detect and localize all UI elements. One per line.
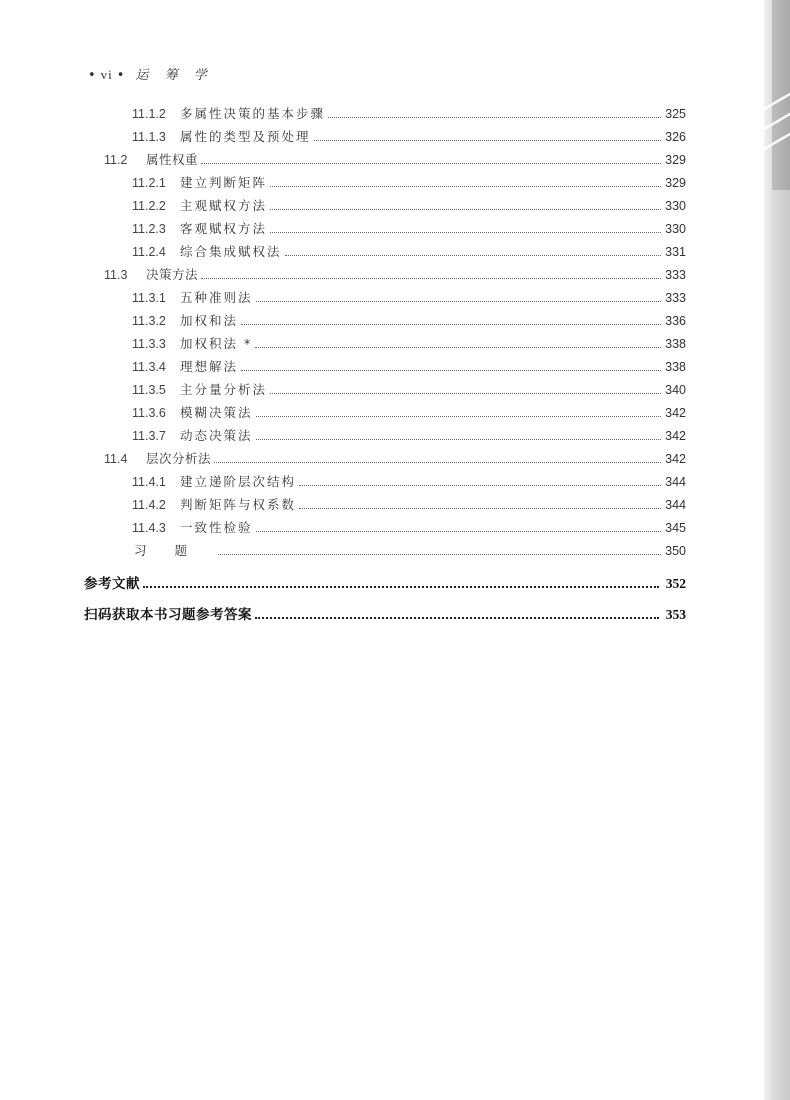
toc-page: 338 [665,360,686,374]
toc-section-entry[interactable] [104,265,686,285]
toc-page: 345 [665,521,686,535]
dot-leader [143,586,659,588]
dot-leader [256,439,661,440]
toc-title: 加权和法 [180,313,239,328]
toc-entry[interactable] [132,380,686,400]
toc-title: 主观赋权方法 [180,198,268,213]
toc-entry[interactable] [132,173,686,193]
toc-number: 11.3.3 [132,337,166,351]
toc-number: 11.2.3 [132,222,166,236]
toc-number: 11.3.7 [132,429,166,443]
toc-number: 11.4.2 [132,498,166,512]
toc-entry[interactable] [132,357,686,377]
toc-title: 参考文献 [84,576,140,592]
dot-leader [270,393,661,394]
dot-leader [285,255,661,256]
dot-leader [299,485,661,486]
toc-number: 11.3.5 [132,383,166,397]
toc-page: 329 [665,153,686,167]
toc-entry[interactable] [132,311,686,331]
book-title: 运 筹 学 [135,68,213,83]
running-header [88,64,213,83]
toc-entry[interactable] [132,242,686,262]
toc-entry[interactable] [132,219,686,239]
toc-entry[interactable] [132,518,686,538]
dot-leader [270,232,661,233]
toc-title: 建立递阶层次结构 [180,474,297,489]
dot-leader [256,416,661,417]
toc-number: 11.1.3 [132,130,166,144]
toc-page: 342 [665,429,686,443]
toc-page: 333 [665,268,686,282]
header-page-number: vi [100,67,113,82]
dot-leader [201,278,661,279]
toc-entry[interactable] [132,495,686,515]
toc-entry[interactable] [132,104,686,124]
dot-leader [241,370,661,371]
toc-entry[interactable] [132,426,686,446]
toc-page: 326 [665,130,686,144]
toc-entry[interactable] [132,127,686,147]
toc-title: 主分量分析法 [180,382,268,397]
toc-title: 客观赋权方法 [180,221,268,236]
toc-title: 动态决策法 [180,428,253,443]
toc-entry[interactable] [132,196,686,216]
dot-leader [314,140,661,141]
toc-number: 11.4.1 [132,475,166,489]
toc-page: 330 [665,222,686,236]
toc-title: 加权积法 * [180,336,253,351]
toc-entry[interactable] [132,334,686,354]
toc-number: 11.2.2 [132,199,166,213]
toc-number: 11.2.1 [132,176,166,190]
toc-title: 层次分析法 [146,451,212,466]
toc-number: 11.3.4 [132,360,166,374]
toc-page: 331 [665,245,686,259]
toc-page: 353 [665,607,686,622]
dot-leader [241,324,661,325]
dot-leader [270,209,661,210]
toc-title: 属性权重 [146,152,199,167]
toc-title: 理想解法 [180,359,239,374]
dot-leader [256,531,661,532]
toc-entry[interactable] [132,472,686,492]
toc-page: 342 [665,452,686,466]
toc-page: 340 [665,383,686,397]
toc-answers-entry[interactable] [84,603,686,623]
toc-entry[interactable] [132,403,686,423]
dot-leader [299,508,661,509]
toc-title: 习题 [134,543,216,558]
toc-page: 352 [665,576,686,591]
toc-entry[interactable] [132,288,686,308]
toc-section-entry[interactable] [104,449,686,469]
toc-page: 342 [665,406,686,420]
dot-leader [255,617,659,619]
toc-number: 11.3.1 [132,291,166,305]
toc-page: 330 [665,199,686,213]
toc-page: 336 [665,314,686,328]
toc-page: 344 [665,498,686,512]
toc-number: 11.3.2 [132,314,166,328]
toc-section-entry[interactable] [104,150,686,170]
toc-number: 11.3.6 [132,406,166,420]
dot-leader [255,347,661,348]
bullet: • [116,68,126,83]
toc-page: 338 [665,337,686,351]
toc-page: 333 [665,291,686,305]
toc-title: 五种准则法 [180,290,253,305]
toc-number: 11.1.2 [132,107,166,121]
toc-page: 350 [665,544,686,558]
toc-page: 329 [665,176,686,190]
toc-number: 11.3 [104,268,128,282]
toc-title: 判断矩阵与权系数 [180,497,297,512]
dot-leader [214,462,661,463]
toc-title: 决策方法 [146,267,199,282]
toc-title: 扫码获取本书习题参考答案 [84,607,252,623]
toc-number: 11.2 [104,153,128,167]
dot-leader [328,117,661,118]
bullet: • [88,68,97,83]
toc-title: 模糊决策法 [180,405,253,420]
toc-number: 11.4 [104,452,128,466]
dot-leader [270,186,661,187]
toc-title: 属性的类型及预处理 [180,129,311,144]
dot-leader [201,163,661,164]
dot-leader [218,554,661,555]
dot-leader [256,301,661,302]
toc-references-entry[interactable] [84,572,686,592]
toc-title: 建立判断矩阵 [180,175,268,190]
toc-title: 一致性检验 [180,520,253,535]
toc-exercises-entry[interactable] [134,541,686,561]
toc-number: 11.2.4 [132,245,166,259]
toc-page: 344 [665,475,686,489]
toc-title: 多属性决策的基本步骤 [180,106,326,121]
toc-title: 综合集成赋权法 [180,244,282,259]
toc-number: 11.4.3 [132,521,166,535]
toc-page: 325 [665,107,686,121]
